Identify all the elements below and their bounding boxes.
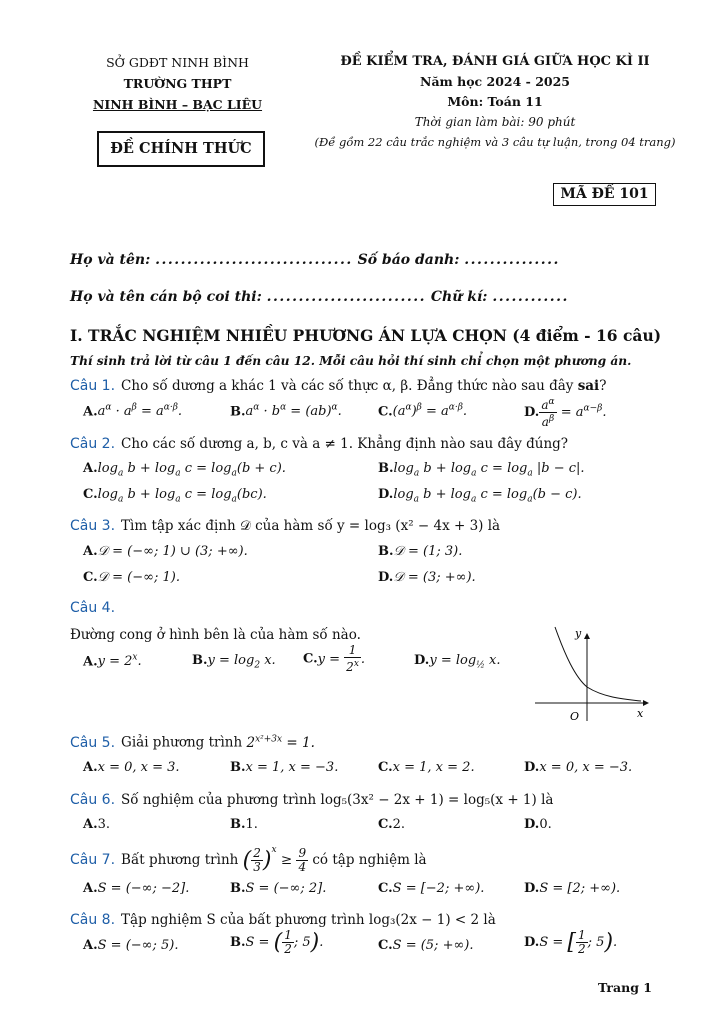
q2-option-b[interactable]: $B.\log_a$ $b + \log_a c = \log_a |b - c|$.: [378, 461, 585, 479]
q7-end: có tập nghiệm là: [312, 852, 427, 868]
key-d: D.: [524, 405, 540, 420]
section-title: I. TRẮC NGHIỆM NHIỀU PHƯƠNG ÁN LỰA CHỌN (4 điểm - 16 câu): [70, 326, 662, 345]
key-c: C.: [378, 938, 393, 953]
key-b: B.: [230, 935, 246, 950]
q3-option-a[interactable]: A.𝒟 = (−∞; 1) ∪ (3; +∞).: [83, 544, 248, 559]
q8-option-c[interactable]: C.S = (5; +∞).: [378, 938, 474, 953]
q6-option-b[interactable]: B.1.: [230, 817, 258, 832]
exam-code-box: MÃ ĐỀ 101: [553, 183, 656, 206]
q6-option-c[interactable]: C.2.: [378, 817, 406, 832]
q7-option-d[interactable]: D.S = [2; +∞).: [524, 881, 621, 896]
q5-option-c[interactable]: C.x = 1, x = 2.: [378, 760, 475, 775]
key-d: D.: [524, 935, 540, 950]
question-6: [70, 792, 553, 808]
key-b: B.: [230, 404, 246, 420]
q5-text: Giải phương trình: [121, 734, 243, 751]
question-8: [70, 912, 496, 928]
q8-option-a[interactable]: A.S = (−∞; 5).: [83, 938, 179, 953]
key-b: B.: [192, 653, 208, 668]
key-b: B.: [378, 544, 394, 559]
q6-label: Câu 6.: [70, 792, 116, 808]
section-instruction: Thí sinh trả lời từ câu 1 đến câu 12. Mỗi câu hỏi thí sinh chỉ chọn một phương án.: [70, 354, 632, 368]
sign-field[interactable]: ............: [492, 289, 569, 305]
q4-option-d[interactable]: $D.y = \log_{\frac{1}{2}} x$.: [414, 653, 501, 671]
curve: [555, 627, 641, 701]
question-4-label-row: [70, 600, 121, 616]
school-line2: NINH BÌNH – BẠC LIÊU: [92, 97, 263, 112]
y-label: y: [575, 627, 582, 640]
key-a: A.: [83, 544, 98, 559]
key-d: D.: [414, 653, 430, 668]
question-1: [70, 378, 606, 394]
q4-graph: [535, 625, 655, 725]
q3-option-b[interactable]: B.𝒟 = (1; 3).: [378, 544, 463, 559]
q7-option-c[interactable]: C.S = [−2; +∞).: [378, 881, 485, 896]
q5-option-b[interactable]: B.x = 1, x = −3.: [230, 760, 339, 775]
q3-option-d[interactable]: D.𝒟 = (3; +∞).: [378, 570, 476, 585]
q8-label: Câu 8.: [70, 912, 116, 928]
q3-label: Câu 3.: [70, 518, 116, 534]
key-d: D.: [524, 881, 540, 896]
header-right: [305, 52, 685, 152]
name-label: Họ và tên:: [70, 252, 151, 268]
key-d: D.: [524, 760, 540, 775]
q7-option-a[interactable]: A.S = (−∞; −2].: [83, 881, 190, 896]
q1-end: ?: [599, 378, 607, 394]
q7-text: Bất phương trình: [121, 852, 239, 868]
key-b: B.: [230, 817, 246, 832]
key-d: D.: [378, 570, 394, 585]
key-c: C.: [378, 817, 393, 832]
key-a: A.: [83, 461, 98, 476]
q6-option-d[interactable]: D.0.: [524, 817, 552, 832]
name-field[interactable]: ...............................: [155, 252, 353, 268]
q5-option-d[interactable]: D.x = 0, x = −3.: [524, 760, 633, 775]
key-b: B.: [378, 461, 394, 476]
key-d: D.: [524, 817, 540, 832]
key-a: A.: [83, 760, 98, 775]
q2-option-c[interactable]: $C.\log_a$ $b + \log_a c = \log_a(bc)$.: [83, 487, 267, 505]
school-line1: TRƯỜNG THPT: [123, 76, 232, 91]
q8-text: Tập nghiệm S của bất phương trình log₃(2x − 1) < 2 là: [121, 912, 496, 928]
school-year: Năm học 2024 - 2025: [420, 74, 570, 89]
exam-note: (Đề gồm 22 câu trắc nghiệm và 3 câu tự luận, trong 04 trang): [314, 135, 676, 149]
key-c: C.: [378, 881, 393, 896]
q7-label: Câu 7.: [70, 852, 116, 868]
exam-time: Thời gian làm bài: 90 phút: [414, 115, 576, 129]
sign-label: Chữ kí:: [430, 289, 488, 305]
key-b: B.: [230, 881, 246, 896]
key-c: C.: [378, 760, 393, 775]
id-field[interactable]: ...............: [464, 252, 560, 268]
question-4: [70, 627, 361, 643]
q1-option-d[interactable]: D. $\frac{a^\alpha}{a^\beta}$ = $a^{\alpha-\beta}$.: [524, 397, 607, 429]
q1-option-a[interactable]: $A.a^\alpha \cdot a^\beta = a^{\alpha\cdot\beta}$.: [83, 403, 183, 420]
proctor-field[interactable]: .........................: [266, 289, 427, 305]
q6-text: Số nghiệm của phương trình log₅(3x² − 2x + 1) = log₅(x + 1) là: [121, 792, 554, 808]
question-5: Câu 5. Giải phương trình $2^{x^2+3x} = 1$.: [70, 734, 315, 751]
q8-option-d[interactable]: D.S = [ $\frac{1}{2}$ ; 5).: [524, 928, 618, 956]
q4-option-b[interactable]: $B.y = \log_2 x$.: [192, 653, 276, 671]
exam-title: ĐỀ KIỂM TRA, ĐÁNH GIÁ GIỮA HỌC KÌ II: [340, 54, 650, 69]
q4-text: Đường cong ở hình bên là của hàm số nào.: [70, 627, 361, 643]
key-a: A.: [83, 817, 98, 832]
q2-option-a[interactable]: $A.\log_a$ $b + \log_a c = \log_a(b + c)$.: [83, 461, 286, 479]
key-c: C.: [303, 651, 318, 667]
y-axis-arrow: [584, 633, 590, 639]
key-d: D.: [378, 487, 394, 502]
question-2: [70, 436, 568, 452]
q2-option-d[interactable]: $D.\log_a$ $b + \log_a c = \log_a(b - c)$.: [378, 487, 582, 505]
page-number: Trang 1: [598, 980, 652, 995]
q5-option-a[interactable]: A.x = 0, x = 3.: [83, 760, 180, 775]
origin-label: O: [570, 710, 580, 723]
x-label: x: [637, 707, 644, 720]
q7-option-b[interactable]: B.S = (−∞; 2].: [230, 881, 327, 896]
q4-label: Câu 4.: [70, 600, 116, 616]
proctor-label: Họ và tên cán bộ coi thi:: [70, 289, 262, 305]
q1-text: Cho số dương a khác 1 và các số thực α, β. Đẳng thức nào sau đây: [121, 378, 574, 394]
name-row: [70, 252, 652, 268]
q1-option-c[interactable]: $C.(a^\alpha)^\beta = a^{\alpha\cdot\beta}$.: [378, 403, 468, 420]
official-box: ĐỀ CHÍNH THỨC: [97, 131, 265, 167]
q3-option-c[interactable]: C.𝒟 = (−∞; 1).: [83, 570, 180, 585]
q2-label: Câu 2.: [70, 436, 116, 452]
q4-option-c[interactable]: C.y = $\frac{1}{2^x}$ .: [303, 643, 366, 674]
q4-option-a[interactable]: $A.y = 2^x$.: [83, 653, 142, 670]
question-7: Câu 7. Bất phương trình ( $\frac{2}{3}$ )$^x$ ≥ $\frac{9}{4}$ có tập nghiệm là: [70, 845, 427, 874]
header-left: [70, 52, 285, 115]
q8-option-b[interactable]: B.S = ( $\frac{1}{2}$ ; 5).: [230, 928, 324, 956]
x-axis-arrow: [643, 700, 649, 706]
key-a: A.: [83, 938, 98, 953]
proctor-row: [70, 289, 652, 305]
q1-label: Câu 1.: [70, 378, 116, 394]
subject: Môn: Toán 11: [447, 94, 543, 109]
key-c: C.: [83, 570, 98, 585]
question-3: [70, 518, 500, 534]
key-c: C.: [378, 404, 393, 420]
key-c: C.: [83, 487, 98, 502]
key-a: A.: [83, 404, 98, 420]
q5-label: Câu 5.: [70, 734, 116, 751]
key-b: B.: [230, 760, 246, 775]
id-label: Số báo danh:: [357, 252, 460, 268]
q3-text: Tìm tập xác định 𝒟 của hàm số y = log₃ (x² − 4x + 3) là: [121, 518, 501, 534]
q2-text: Cho các số dương a, b, c và a ≠ 1. Khẳng định nào sau đây đúng?: [121, 436, 569, 452]
key-a: A.: [83, 881, 98, 896]
dept-name: SỞ GDĐT NINH BÌNH: [106, 55, 249, 70]
key-a: A.: [83, 654, 98, 670]
q1-emph: sai: [577, 378, 600, 394]
q6-option-a[interactable]: A.3.: [83, 817, 111, 832]
q1-option-b[interactable]: $B.a^\alpha \cdot b^\alpha = (ab)^\alpha$.: [230, 403, 342, 420]
